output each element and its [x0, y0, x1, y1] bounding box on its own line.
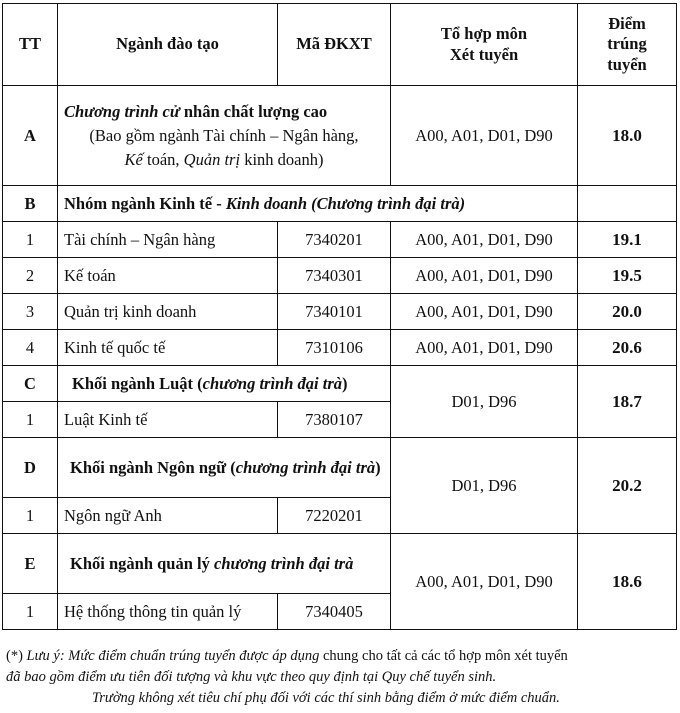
section-a-desc-end: kinh doanh) [240, 149, 324, 169]
row-major: Kinh tế quốc tế [58, 330, 278, 366]
note-line-1 [6, 646, 678, 667]
section-c-score: 18.7 [578, 366, 677, 438]
row-tt: 1 [3, 594, 58, 630]
row-major: Hệ thống thông tin quản lý [58, 594, 278, 630]
section-a-title-italic: Chương trình cử [64, 101, 180, 121]
header-score [578, 4, 677, 86]
row-tt: 2 [3, 258, 58, 294]
header-row [3, 4, 677, 86]
header-major: Ngành đào tạo [58, 4, 278, 86]
section-a-title-bold: nhân chất lượng cao [179, 101, 328, 121]
section-a-desc-italic: Kế [124, 149, 143, 169]
note-italic: Lưu ý: Mức điểm chuẩn trúng tuyển được áp dụng [26, 648, 320, 664]
row-code: 7340101 [278, 294, 391, 330]
table-row [3, 222, 677, 258]
section-e-combos: A00, A01, D01, D90 [391, 534, 578, 630]
section-d-title [58, 438, 391, 498]
row-score: 20.0 [578, 294, 677, 330]
section-c-title [58, 366, 391, 402]
row-score: 19.1 [578, 222, 677, 258]
row-tt: 1 [3, 402, 58, 438]
section-c-tt: C [3, 366, 58, 402]
section-a-desc-normal: toán, [142, 149, 180, 169]
row-tt: 1 [3, 222, 58, 258]
section-b-score-empty [578, 186, 677, 222]
section-e-title-bold: Khối ngành quản lý [70, 553, 214, 573]
section-a-desc-line1: (Bao gồm ngành Tài chính – Ngân hàng, [89, 125, 359, 145]
section-d-combos: D01, D96 [391, 438, 578, 534]
admission-score-table [2, 3, 677, 630]
section-c-title-bold: Khối ngành Luật ( [72, 373, 203, 393]
row-code: 7340301 [278, 258, 391, 294]
section-d-title-end: ) [375, 457, 381, 477]
row-code: 7340201 [278, 222, 391, 258]
section-d-title-bold: Khối ngành Ngôn ngữ ( [70, 457, 236, 477]
header-combo-line2: Xét tuyển [449, 44, 519, 64]
row-major: Quản trị kinh doanh [58, 294, 278, 330]
section-e-title [58, 534, 391, 594]
row-combos: A00, A01, D01, D90 [391, 330, 578, 366]
row-code: 7310106 [278, 330, 391, 366]
section-a-description [58, 86, 391, 186]
section-d-score: 20.2 [578, 438, 677, 534]
header-combo [391, 4, 578, 86]
row-major: Ngôn ngữ Anh [58, 498, 278, 534]
section-c-header-row [3, 366, 677, 402]
row-tt: 3 [3, 294, 58, 330]
section-a-score: 18.0 [578, 86, 677, 186]
section-e-score: 18.6 [578, 534, 677, 630]
footnotes [6, 646, 678, 709]
row-code: 7220201 [278, 498, 391, 534]
row-code: 7380107 [278, 402, 391, 438]
table-row [3, 258, 677, 294]
row-major: Tài chính – Ngân hàng [58, 222, 278, 258]
row-tt: 1 [3, 498, 58, 534]
header-tt: TT [3, 4, 58, 86]
note-prefix: (*) [6, 648, 27, 664]
section-a-row [3, 86, 677, 186]
section-c-title-italic: chương trình đại trà [202, 373, 342, 393]
note-line-3: Trường không xét tiêu chí phụ đối với các thí sinh bằng điểm ở mức điểm chuẩn. [92, 690, 560, 706]
row-major: Kế toán [58, 258, 278, 294]
table-row [3, 294, 677, 330]
section-e-header-row [3, 534, 677, 594]
section-d-tt: D [3, 438, 58, 498]
row-combos: A00, A01, D01, D90 [391, 294, 578, 330]
section-d-title-italic: chương trình đại trà [235, 457, 376, 477]
row-code: 7340405 [278, 594, 391, 630]
row-combos: A00, A01, D01, D90 [391, 258, 578, 294]
row-score: 20.6 [578, 330, 677, 366]
row-major: Luật Kinh tế [58, 402, 278, 438]
section-b-tt: B [3, 186, 58, 222]
row-combos: A00, A01, D01, D90 [391, 222, 578, 258]
section-b-title [58, 186, 578, 222]
row-score: 19.5 [578, 258, 677, 294]
section-e-tt: E [3, 534, 58, 594]
section-a-desc-italic2: Quản trị [179, 149, 241, 169]
header-score-line2: trúng [607, 34, 647, 54]
header-score-line3: tuyển [607, 54, 647, 74]
header-code: Mã ĐKXT [278, 4, 391, 86]
note-normal: chung cho tất cả các tổ hợp môn xét tuyển [319, 648, 568, 664]
section-d-header-row [3, 438, 677, 498]
section-a-combos: A00, A01, D01, D90 [391, 86, 578, 186]
note-line-2: đã bao gồm điểm ưu tiên đối tượng và khu vực theo quy định tại Quy chế tuyển sinh. [6, 669, 497, 685]
section-b-header-row [3, 186, 677, 222]
header-combo-line1: Tổ hợp môn [440, 23, 528, 43]
header-score-line1: Điểm [608, 13, 646, 33]
section-c-combos: D01, D96 [391, 366, 578, 438]
section-c-title-end: ) [342, 373, 348, 393]
section-b-title-bold: Nhóm ngành Kinh tế - [64, 193, 226, 213]
row-tt: 4 [3, 330, 58, 366]
table-row [3, 330, 677, 366]
section-b-title-italic: Kinh doanh (Chương trình đại trà) [225, 193, 466, 213]
section-e-title-italic: chương trình đại trà [214, 553, 354, 573]
section-a-tt: A [3, 86, 58, 186]
